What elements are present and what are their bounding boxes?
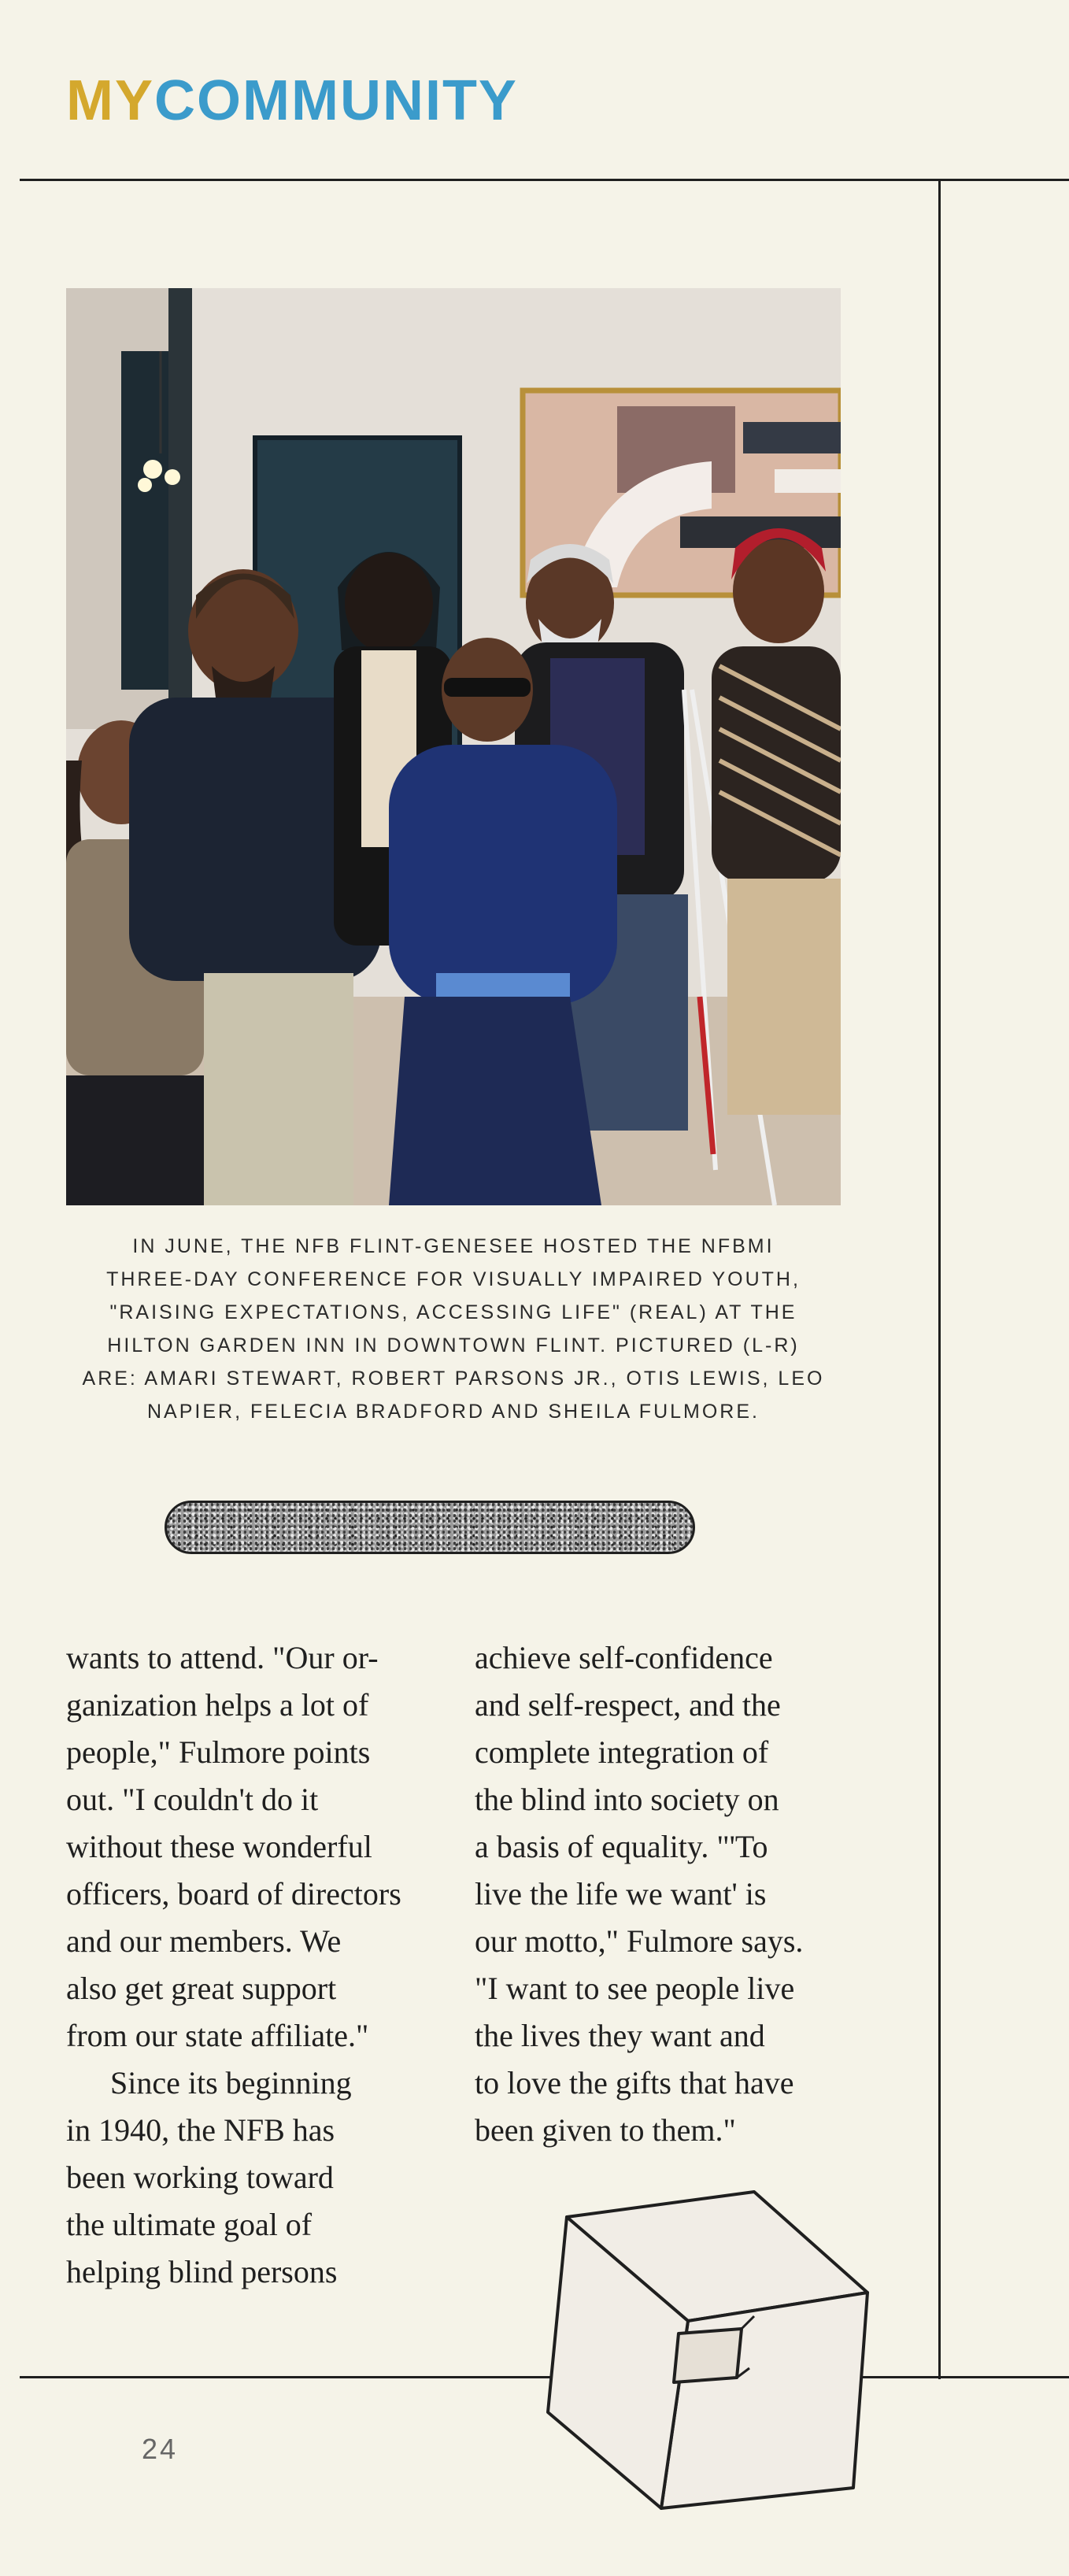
body-line: a basis of equality. "'To — [475, 1829, 768, 1864]
body-line: from our state affiliate." — [66, 2018, 369, 2053]
masthead — [66, 69, 518, 132]
caption-line: IN JUNE, THE NFB FLINT-GENESEE HOSTED THE NFBMI — [132, 1235, 775, 1257]
body-line: been given to them." — [475, 2112, 736, 2148]
body-line: the lives they want and — [475, 2018, 765, 2053]
body-line: Since its beginning — [110, 2065, 352, 2100]
body-line: and self-respect, and the — [475, 1687, 781, 1723]
cube-outline-icon — [542, 2184, 877, 2519]
body-line: our motto," Fulmore says. — [475, 1923, 804, 1959]
body-line: without these wonderful — [66, 1829, 372, 1864]
masthead-my: MY — [66, 69, 154, 132]
caption-line: ARE: AMARI STEWART, ROBERT PARSONS JR., OTIS LEWIS, LEO — [82, 1368, 825, 1390]
body-line: officers, board of directors — [66, 1876, 401, 1912]
body-line: wants to attend. "Our or- — [66, 1640, 379, 1675]
caption-line: THREE-DAY CONFERENCE FOR VISUALLY IMPAIRED YOUTH, — [106, 1268, 801, 1290]
caption-line: NAPIER, FELECIA BRADFORD AND SHEILA FULMORE. — [147, 1401, 760, 1423]
article-right-column — [475, 1634, 821, 2154]
body-line: in 1940, the NFB has — [66, 2112, 335, 2148]
body-line: achieve self-confidence — [475, 1640, 773, 1675]
body-line: also get great support — [66, 1971, 337, 2006]
photo-caption — [66, 1230, 841, 1428]
body-line: live the life we want' is — [475, 1876, 767, 1912]
caption-line: HILTON GARDEN INN IN DOWNTOWN FLINT. PICTURED (L-R) — [107, 1334, 800, 1356]
body-line: the blind into society on — [475, 1782, 779, 1817]
article-left-column — [66, 1634, 412, 2296]
speckled-divider-bar — [165, 1501, 695, 1554]
caption-line: "RAISING EXPECTATIONS, ACCESSING LIFE" (REAL) AT THE — [109, 1301, 797, 1323]
body-line: helping blind persons — [66, 2254, 338, 2289]
body-line: ganization helps a lot of — [66, 1687, 369, 1723]
group-photo — [66, 288, 841, 1205]
body-line: people," Fulmore points — [66, 1734, 371, 1770]
masthead-community: COMMUNITY — [154, 69, 518, 132]
body-line: the ultimate goal of — [66, 2207, 313, 2242]
body-line: to love the gifts that have — [475, 2065, 794, 2100]
body-line: been working toward — [66, 2160, 334, 2195]
top-rule — [20, 179, 1069, 181]
page-number: 24 — [142, 2433, 179, 2465]
body-line: and our members. We — [66, 1923, 342, 1959]
body-line: "I want to see people live — [475, 1971, 795, 2006]
body-line: out. "I couldn't do it — [66, 1782, 319, 1817]
body-line: complete integration of — [475, 1734, 769, 1770]
right-rule — [938, 179, 941, 2379]
